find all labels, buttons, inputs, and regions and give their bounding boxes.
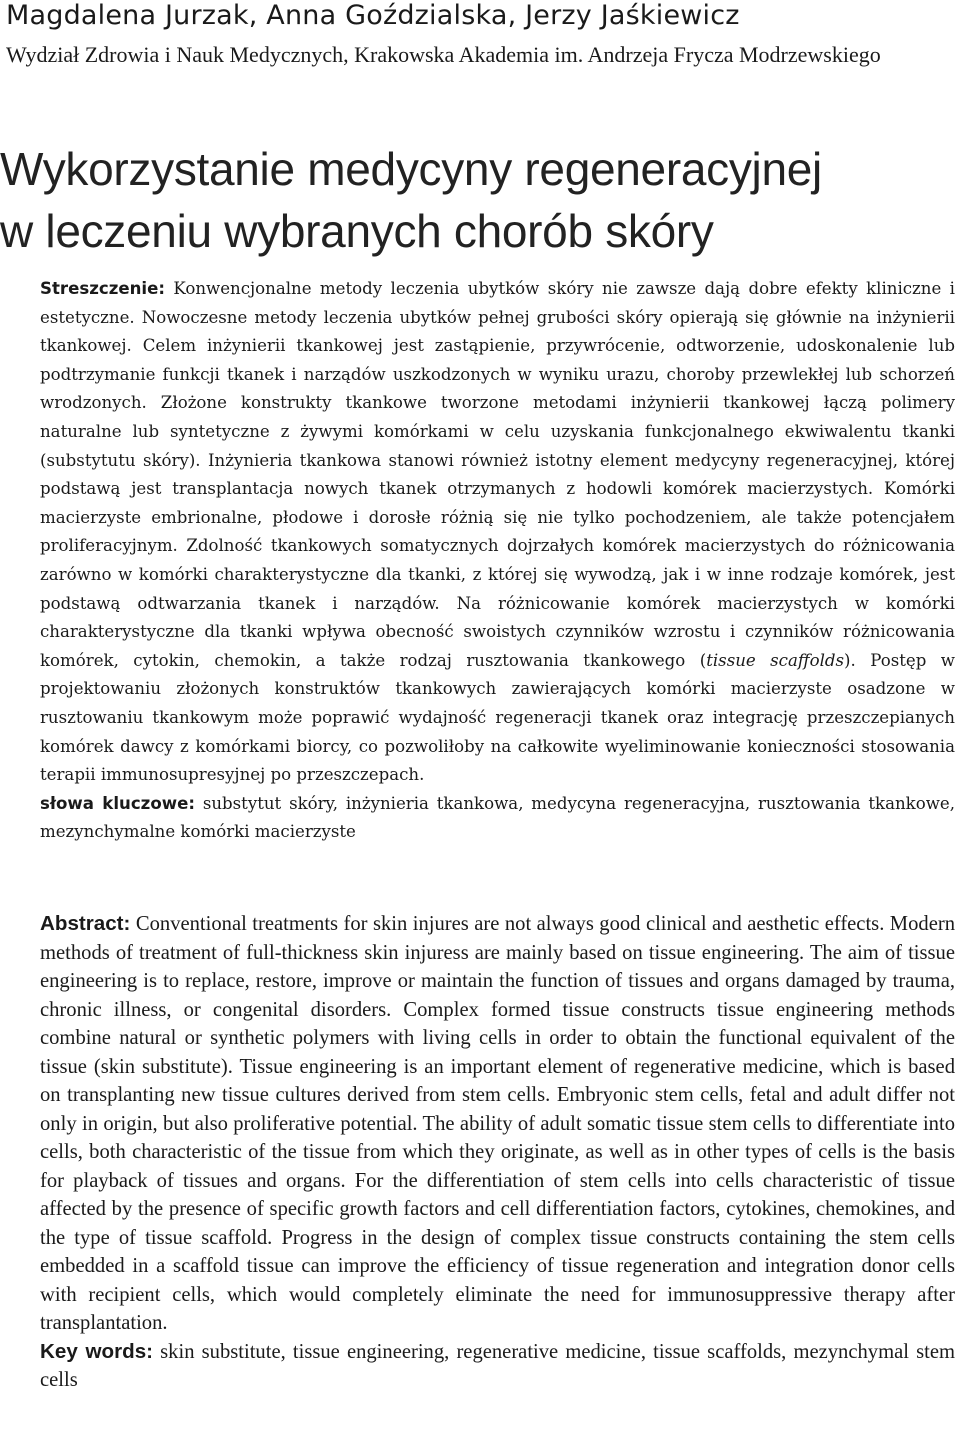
polish-abstract-section bbox=[40, 275, 955, 847]
key-words-label: Key words: bbox=[40, 1339, 154, 1363]
authors: Magdalena Jurzak, Anna Goździalska, Jerzy Jaśkiewicz bbox=[6, 0, 740, 31]
abstract-paragraph bbox=[40, 910, 955, 1338]
article-title-line-1: Wykorzystanie medycyny regeneracyjnej bbox=[0, 143, 822, 195]
english-abstract-section bbox=[40, 910, 955, 1395]
streszczenie-paragraph bbox=[40, 275, 955, 790]
affiliation: Wydział Zdrowia i Nauk Medycznych, Krakowska Akademia im. Andrzeja Frycza Modrzewskiego bbox=[6, 42, 881, 67]
slowa-kluczowe-paragraph bbox=[40, 790, 955, 847]
abstract-text: Conventional treatments for skin injures are not always good clinical and aesthetic effects. Modern methods of treatment of full-thickness skin injuress are mainly based on tissue engineering. The aim of tissue engineering is to replace, restore, improve or maintain the function of tissues and organs damaged by trauma, chronic illness, or congenital disorders. Complex formed tissue constructs tissue engineering methods combine natural or synthetic polymers with living cells in order to obtain the functional equivalent of the tissue (skin substitute). Tissue engineering is an important element of regenerative medicine, which is based on transplanting new tissue cultures derived from stem cells. Embryonic stem cells, fetal and adult differ not only in origin, but also proliferative potential. The ability of adult somatic tissue stem cells to differentiate into cells, both characteristic of the tissue from which they originate, as well as in other types of cells is the basis for playback of tissues and organs. For the differentiation of stem cells into cells characteristic of tissue affected by the presence of specific growth factors and cell differentiation factors, cytokines, chemokines, and the type of tissue scaffold. Progress in the design of complex tissue constructs containing the stem cells embedded in a scaffold tissue can improve the efficiency of tissue regeneration and integration donor cells with recipient cells, which would completely eliminate the need for immunosuppressive therapy after transplantation. bbox=[40, 913, 955, 1334]
key-words-paragraph bbox=[40, 1338, 955, 1395]
streszczenie-text-continued: ). Postęp w projektowaniu złożonych konstruktów tkankowych zawierających komórki macierzyste osadzone w rusztowaniu tkankowym może poprawić wydajność regeneracji tkanek oraz integrację przeszczepianych komórek dawcy z komórkami biorcy, co pozwoliłoby na całkowite wyeliminowanie konieczności stosowania terapii immunosupresyjnej po przeszczepach. bbox=[40, 650, 955, 785]
streszczenie-italic-term: tissue scaffolds bbox=[706, 650, 845, 670]
streszczenie-text: Konwencjonalne metody leczenia ubytków skóry nie zawsze dają dobre efekty kliniczne i estetyczne. Nowoczesne metody leczenia ubytków pełnej grubości skóry opierają się głównie na inżynierii tkankowej. Celem inżynierii tkankowej jest zastąpienie, przywrócenie, odtworzenie, udoskonalenie lub podtrzymanie funkcji tkanek i narządów uszkodzonych w wyniku urazu, choroby przewlekłej lub schorzeń wrodzonych. Złożone konstrukty tkankowe tworzone metodami inżynierii tkankowej łączą polimery naturalne lub syntetyczne z żywymi komórkami w celu uzyskania funkcjonalnego ekwiwalentu tkanki (substytutu skóry). Inżynieria tkankowa stanowi również istotny element medycyny regeneracyjnej, której podstawą jest transplantacja nowych tkanek otrzymanych z hodowli komórek macierzystych. Komórki macierzyste embrionalne, płodowe i dorosłe różnią się nie tylko pochodzeniem, ale także potencjałem proliferacyjnym. Zdolność tkankowych somatycznych dojrzałych komórek macierzystych do różnicowania zarówno w komórki charakterystyczne dla tkanki, z której się wywodzą, jak i w inne rodzaje komórek, jest podstawą odtwarzania tkanek i narządów. Na różnicowanie komórek macierzystych w komórki charakterystyczne dla tkanki wpływa obecność swoistych czynników wzrostu i czynników różnicowania komórek, cytokin, chemokin, a także rodzaj rusztowania tkankowego ( bbox=[40, 279, 955, 670]
key-words-text: skin substitute, tissue engineering, regenerative medicine, tissue scaffolds, mezynchymal stem cells bbox=[40, 1340, 955, 1391]
streszczenie-label: Streszczenie: bbox=[40, 279, 165, 298]
article-title bbox=[0, 138, 950, 262]
slowa-kluczowe-text: substytut skóry, inżynieria tkankowa, medycyna regeneracyjna, rusztowania tkankowe, mezynchymalne komórki macierzyste bbox=[40, 793, 956, 842]
abstract-label: Abstract: bbox=[40, 912, 131, 935]
article-title-line-2: w leczeniu wybranych chorób skóry bbox=[0, 205, 714, 257]
slowa-kluczowe-label: słowa kluczowe: bbox=[40, 793, 195, 813]
